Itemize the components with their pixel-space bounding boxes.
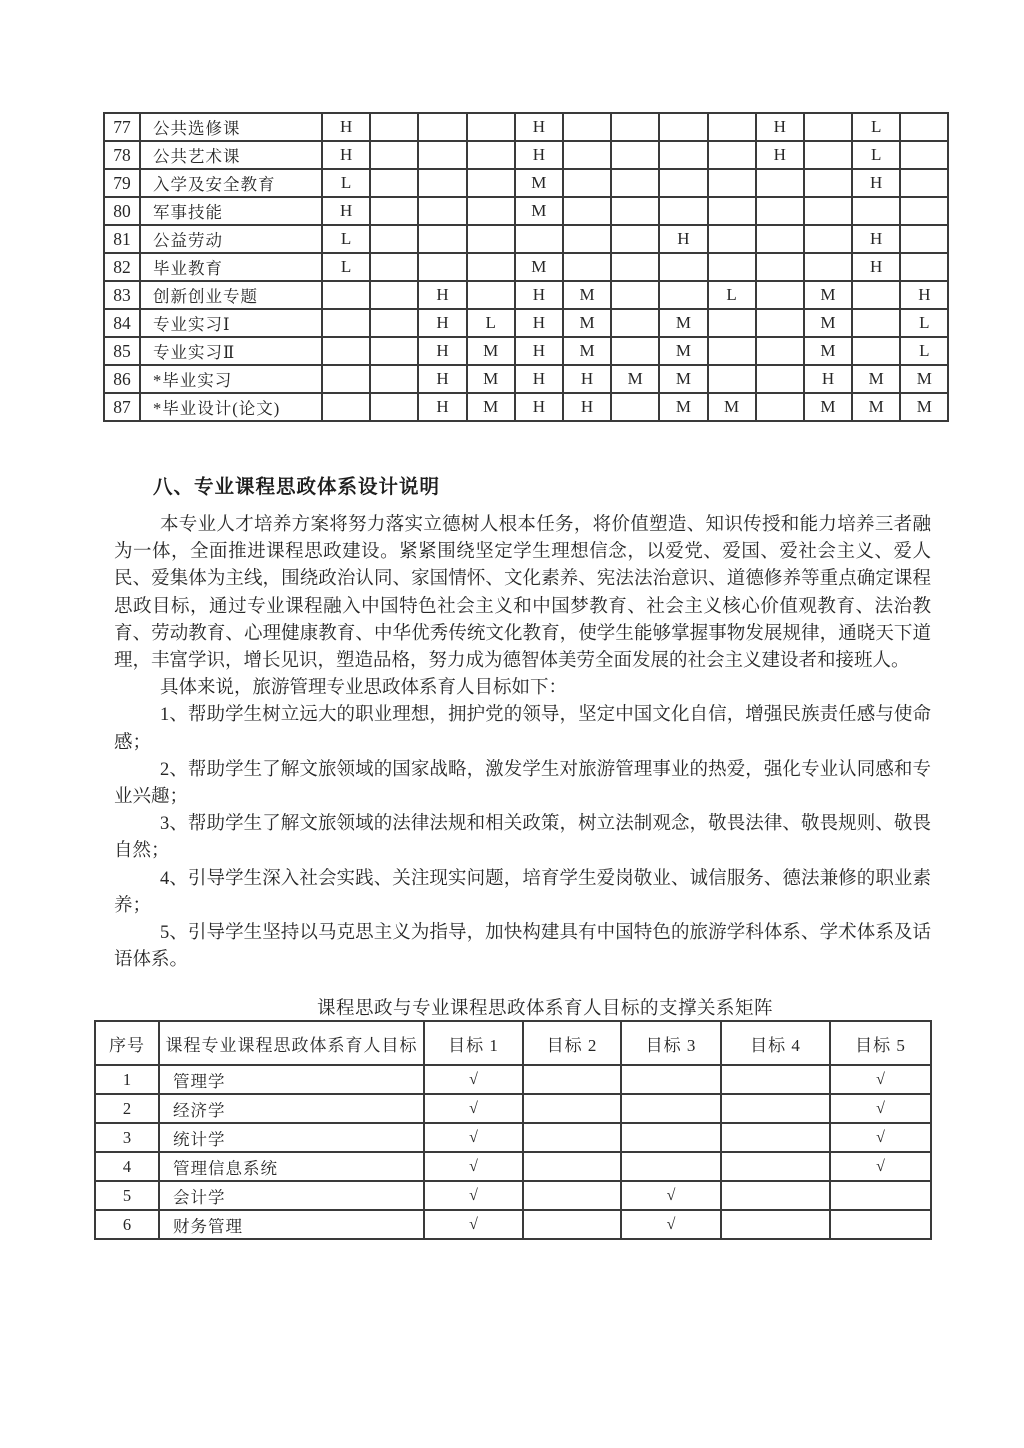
support-level-cell: [322, 309, 370, 337]
course-name-cell: 公共选修课: [140, 113, 322, 141]
support-level-cell: [563, 253, 611, 281]
goal-item-1: 1、帮助学生树立远大的职业理想，拥护党的领导，坚定中国文化自信，增强民族责任感与使命感；: [114, 705, 931, 753]
support-level-cell: [418, 141, 466, 169]
goal-check-cell: [523, 1123, 621, 1152]
course-name-cell: 专业实习Ⅰ: [140, 309, 322, 337]
support-level-cell: [708, 253, 756, 281]
support-matrix-table: [94, 1020, 932, 1240]
support-level-cell: M: [852, 393, 900, 421]
support-level-cell: L: [852, 141, 900, 169]
support-level-cell: [322, 393, 370, 421]
support-level-cell: [708, 309, 756, 337]
support-level-cell: [467, 113, 515, 141]
support-level-cell: [900, 113, 948, 141]
support-level-cell: M: [467, 365, 515, 393]
course-name-cell: 创新创业专题: [140, 281, 322, 309]
support-level-cell: H: [418, 365, 466, 393]
table-row: [104, 337, 948, 365]
row-number-cell: 2: [95, 1094, 159, 1123]
support-level-cell: [370, 281, 418, 309]
support-level-cell: H: [515, 365, 563, 393]
support-level-cell: [756, 197, 804, 225]
support-level-cell: [515, 225, 563, 253]
table-row: [104, 309, 948, 337]
course-name-cell: *毕业设计(论文): [140, 393, 322, 421]
support-level-cell: [756, 337, 804, 365]
support-level-cell: L: [467, 309, 515, 337]
table-row: [104, 141, 948, 169]
support-level-cell: M: [804, 309, 852, 337]
support-level-cell: [756, 365, 804, 393]
support-level-cell: H: [852, 169, 900, 197]
support-level-cell: [467, 197, 515, 225]
support-level-cell: L: [322, 169, 370, 197]
support-level-cell: H: [756, 113, 804, 141]
support-level-cell: M: [515, 169, 563, 197]
support-level-cell: [611, 141, 659, 169]
goal-check-cell: [621, 1152, 721, 1181]
goal-check-cell: √: [830, 1152, 931, 1181]
goal-check-cell: [830, 1210, 931, 1239]
support-level-cell: H: [515, 281, 563, 309]
goal-check-cell: [721, 1123, 830, 1152]
table-row: [104, 281, 948, 309]
support-level-cell: [708, 197, 756, 225]
support-level-cell: H: [418, 309, 466, 337]
support-level-cell: L: [322, 253, 370, 281]
goal-check-cell: √: [830, 1123, 931, 1152]
goal-check-cell: [621, 1123, 721, 1152]
table-row: [104, 365, 948, 393]
support-level-cell: M: [659, 365, 707, 393]
row-number-cell: 6: [95, 1210, 159, 1239]
goal-item-3: 3、帮助学生了解文旅领域的法律法规和相关政策，树立法制观念，敬畏法律、敬畏规则、敬畏自然；: [114, 814, 931, 862]
support-level-cell: H: [852, 253, 900, 281]
course-name-cell: 管理信息系统: [159, 1152, 424, 1181]
support-level-cell: [611, 281, 659, 309]
course-name-cell: 财务管理: [159, 1210, 424, 1239]
support-level-cell: [659, 169, 707, 197]
support-level-cell: [900, 253, 948, 281]
support-level-cell: M: [659, 309, 707, 337]
header-goal-3: 目标 3: [621, 1021, 721, 1065]
row-number-cell: 5: [95, 1181, 159, 1210]
table-row: [95, 1152, 931, 1181]
support-level-cell: [611, 225, 659, 253]
goal-check-cell: [721, 1094, 830, 1123]
support-matrix-body: [95, 1065, 931, 1239]
support-level-cell: [756, 281, 804, 309]
support-level-cell: [659, 141, 707, 169]
support-level-cell: [900, 197, 948, 225]
support-level-cell: [852, 337, 900, 365]
support-level-cell: M: [804, 393, 852, 421]
goal-check-cell: √: [424, 1094, 523, 1123]
support-level-cell: H: [515, 309, 563, 337]
table-row: [95, 1181, 931, 1210]
support-level-cell: [756, 169, 804, 197]
course-name-cell: 管理学: [159, 1065, 424, 1094]
goal-check-cell: [523, 1152, 621, 1181]
support-level-cell: [708, 337, 756, 365]
goal-check-cell: √: [621, 1210, 721, 1239]
paragraph-overview: 本专业人才培养方案将努力落实立德树人根本任务，将价值塑造、知识传授和能力培养三者融为一体，全面推进课程思政建设。紧紧围绕坚定学生理想信念，以爱党、爱国、爱社会主义、爱人民、爱集体为主线，围绕政治认同、家国情怀、文化素养、宪法法治意识、道德修养等重点确定课程思政目标，通过专业课程融入中国特色社会主义和中国梦教育、社会主义核心价值观教育、法治教育、劳动教育、心理健康教育、中华优秀传统文化教育，使学生能够掌握事物发展规律，通晓天下道理，丰富学识，增长见识，塑造品格，努力成为德智体美劳全面发展的社会主义建设者和接班人。: [114, 515, 931, 672]
goal-check-cell: [721, 1210, 830, 1239]
goal-check-cell: √: [424, 1152, 523, 1181]
goal-check-cell: √: [424, 1065, 523, 1094]
support-level-cell: H: [418, 281, 466, 309]
support-level-cell: [708, 141, 756, 169]
support-level-cell: H: [515, 337, 563, 365]
support-level-cell: [611, 197, 659, 225]
support-level-cell: L: [852, 113, 900, 141]
support-level-cell: [659, 197, 707, 225]
support-level-cell: [708, 169, 756, 197]
support-level-cell: [756, 393, 804, 421]
support-level-cell: [467, 225, 515, 253]
course-name-cell: 入学及安全教育: [140, 169, 322, 197]
goal-check-cell: √: [424, 1123, 523, 1152]
support-level-cell: [370, 365, 418, 393]
support-matrix-title: 课程思政与专业课程思政体系育人目标的支撑关系矩阵: [317, 999, 774, 1019]
support-level-cell: [852, 197, 900, 225]
support-level-cell: [659, 281, 707, 309]
row-number-cell: 77: [104, 113, 140, 141]
goal-check-cell: √: [424, 1210, 523, 1239]
goal-check-cell: [721, 1181, 830, 1210]
support-level-cell: [322, 281, 370, 309]
support-level-cell: [659, 113, 707, 141]
course-name-cell: 经济学: [159, 1094, 424, 1123]
support-level-cell: [370, 309, 418, 337]
goal-check-cell: √: [830, 1094, 931, 1123]
header-goal-1: 目标 1: [424, 1021, 523, 1065]
course-name-cell: 公益劳动: [140, 225, 322, 253]
support-level-cell: [804, 169, 852, 197]
support-level-cell: M: [708, 393, 756, 421]
support-level-cell: M: [563, 337, 611, 365]
support-level-cell: M: [467, 393, 515, 421]
support-level-cell: [708, 225, 756, 253]
row-number-cell: 79: [104, 169, 140, 197]
support-level-cell: L: [322, 225, 370, 253]
goal-item-2: 2、帮助学生了解文旅领域的国家战略，激发学生对旅游管理事业的热爱，强化专业认同感和专业兴趣；: [114, 759, 931, 808]
table-row: [95, 1094, 931, 1123]
table-row: [95, 1210, 931, 1239]
support-level-cell: H: [418, 337, 466, 365]
support-level-cell: M: [659, 337, 707, 365]
support-level-cell: H: [804, 365, 852, 393]
course-name-cell: 会计学: [159, 1181, 424, 1210]
support-level-cell: [370, 225, 418, 253]
support-level-cell: H: [900, 281, 948, 309]
row-number-cell: 81: [104, 225, 140, 253]
header-goal-2: 目标 2: [523, 1021, 621, 1065]
paragraph-intro: 具体来说，旅游管理专业思政体系育人目标如下：: [160, 678, 568, 699]
support-level-cell: [900, 225, 948, 253]
header-row: [95, 1021, 931, 1065]
support-level-cell: H: [322, 113, 370, 141]
course-indicator-matrix-table: [103, 112, 949, 422]
support-level-cell: M: [563, 309, 611, 337]
support-level-cell: [322, 365, 370, 393]
goal-check-cell: √: [424, 1181, 523, 1210]
support-level-cell: [418, 225, 466, 253]
support-level-cell: [611, 309, 659, 337]
row-number-cell: 82: [104, 253, 140, 281]
support-level-cell: M: [611, 365, 659, 393]
support-level-cell: M: [659, 393, 707, 421]
support-level-cell: [467, 253, 515, 281]
support-level-cell: H: [322, 141, 370, 169]
row-number-cell: 4: [95, 1152, 159, 1181]
support-level-cell: [370, 141, 418, 169]
table-row: [104, 197, 948, 225]
support-level-cell: M: [515, 253, 563, 281]
row-number-cell: 78: [104, 141, 140, 169]
support-level-cell: [659, 253, 707, 281]
support-level-cell: [418, 113, 466, 141]
row-number-cell: 80: [104, 197, 140, 225]
support-level-cell: [804, 141, 852, 169]
header-course: 课程专业课程思政体系育人目标: [159, 1021, 424, 1065]
support-level-cell: [563, 113, 611, 141]
goal-item-5: 5、引导学生坚持以马克思主义为指导，加快构建具有中国特色的旅游学科体系、学术体系及话语体系。: [114, 923, 931, 971]
goal-check-cell: [721, 1152, 830, 1181]
support-level-cell: [467, 169, 515, 197]
row-number-cell: 1: [95, 1065, 159, 1094]
support-level-cell: M: [804, 281, 852, 309]
header-goal-4: 目标 4: [721, 1021, 830, 1065]
support-level-cell: [804, 253, 852, 281]
support-level-cell: L: [900, 309, 948, 337]
support-level-cell: [370, 169, 418, 197]
goal-check-cell: √: [830, 1065, 931, 1094]
support-level-cell: [852, 309, 900, 337]
support-level-cell: H: [418, 393, 466, 421]
course-name-cell: 军事技能: [140, 197, 322, 225]
support-level-cell: [611, 169, 659, 197]
course-name-cell: 毕业教育: [140, 253, 322, 281]
goal-check-cell: [621, 1094, 721, 1123]
support-level-cell: M: [467, 337, 515, 365]
support-matrix-header: [95, 1021, 931, 1065]
support-level-cell: [418, 197, 466, 225]
support-level-cell: [611, 253, 659, 281]
row-number-cell: 83: [104, 281, 140, 309]
support-level-cell: [370, 197, 418, 225]
support-level-cell: [563, 225, 611, 253]
row-number-cell: 87: [104, 393, 140, 421]
support-level-cell: H: [515, 141, 563, 169]
support-level-cell: [804, 197, 852, 225]
support-level-cell: [708, 113, 756, 141]
table-row: [104, 253, 948, 281]
support-level-cell: [322, 337, 370, 365]
support-level-cell: [804, 113, 852, 141]
goal-check-cell: [523, 1210, 621, 1239]
section-heading: 八、专业课程思政体系设计说明: [153, 476, 441, 498]
row-number-cell: 3: [95, 1123, 159, 1152]
support-level-cell: M: [804, 337, 852, 365]
table-row: [104, 393, 948, 421]
goal-check-cell: [721, 1065, 830, 1094]
support-level-cell: [563, 197, 611, 225]
support-level-cell: [370, 113, 418, 141]
support-level-cell: [708, 365, 756, 393]
support-level-cell: [804, 225, 852, 253]
support-level-cell: [370, 393, 418, 421]
goal-item-4: 4、引导学生深入社会实践、关注现实问题，培育学生爱岗敬业、诚信服务、德法兼修的职业素养；: [114, 868, 931, 916]
support-level-cell: M: [852, 365, 900, 393]
support-level-cell: [467, 281, 515, 309]
support-level-cell: [370, 337, 418, 365]
support-level-cell: [756, 225, 804, 253]
support-level-cell: H: [659, 225, 707, 253]
support-level-cell: [756, 309, 804, 337]
support-level-cell: [756, 253, 804, 281]
support-level-cell: M: [563, 281, 611, 309]
support-level-cell: M: [515, 197, 563, 225]
goal-check-cell: [621, 1065, 721, 1094]
goal-check-cell: [523, 1094, 621, 1123]
section-body: [114, 512, 931, 974]
support-level-cell: L: [708, 281, 756, 309]
table-row: [104, 113, 948, 141]
support-level-cell: [611, 337, 659, 365]
support-level-cell: [370, 253, 418, 281]
support-level-cell: M: [900, 393, 948, 421]
header-goal-5: 目标 5: [830, 1021, 931, 1065]
support-level-cell: [467, 141, 515, 169]
support-level-cell: [611, 393, 659, 421]
row-number-cell: 84: [104, 309, 140, 337]
support-level-cell: H: [515, 113, 563, 141]
support-level-cell: H: [852, 225, 900, 253]
goal-check-cell: [523, 1065, 621, 1094]
course-name-cell: 专业实习Ⅱ: [140, 337, 322, 365]
table-row: [95, 1123, 931, 1152]
support-level-cell: H: [322, 197, 370, 225]
support-level-cell: [611, 113, 659, 141]
support-level-cell: H: [563, 393, 611, 421]
support-level-cell: H: [756, 141, 804, 169]
support-level-cell: H: [515, 393, 563, 421]
table-row: [104, 225, 948, 253]
course-name-cell: 公共艺术课: [140, 141, 322, 169]
course-name-cell: 统计学: [159, 1123, 424, 1152]
course-indicator-matrix-body: [104, 113, 948, 421]
support-level-cell: [900, 169, 948, 197]
goal-check-cell: √: [621, 1181, 721, 1210]
table-row: [104, 169, 948, 197]
support-level-cell: [418, 253, 466, 281]
support-level-cell: [852, 281, 900, 309]
support-level-cell: [900, 141, 948, 169]
table-row: [95, 1065, 931, 1094]
support-level-cell: [418, 169, 466, 197]
support-level-cell: L: [900, 337, 948, 365]
header-serial: 序号: [95, 1021, 159, 1065]
goal-check-cell: [830, 1181, 931, 1210]
support-level-cell: [563, 169, 611, 197]
goal-check-cell: [523, 1181, 621, 1210]
course-name-cell: *毕业实习: [140, 365, 322, 393]
support-level-cell: M: [900, 365, 948, 393]
row-number-cell: 86: [104, 365, 140, 393]
row-number-cell: 85: [104, 337, 140, 365]
support-level-cell: H: [563, 365, 611, 393]
support-level-cell: [563, 141, 611, 169]
